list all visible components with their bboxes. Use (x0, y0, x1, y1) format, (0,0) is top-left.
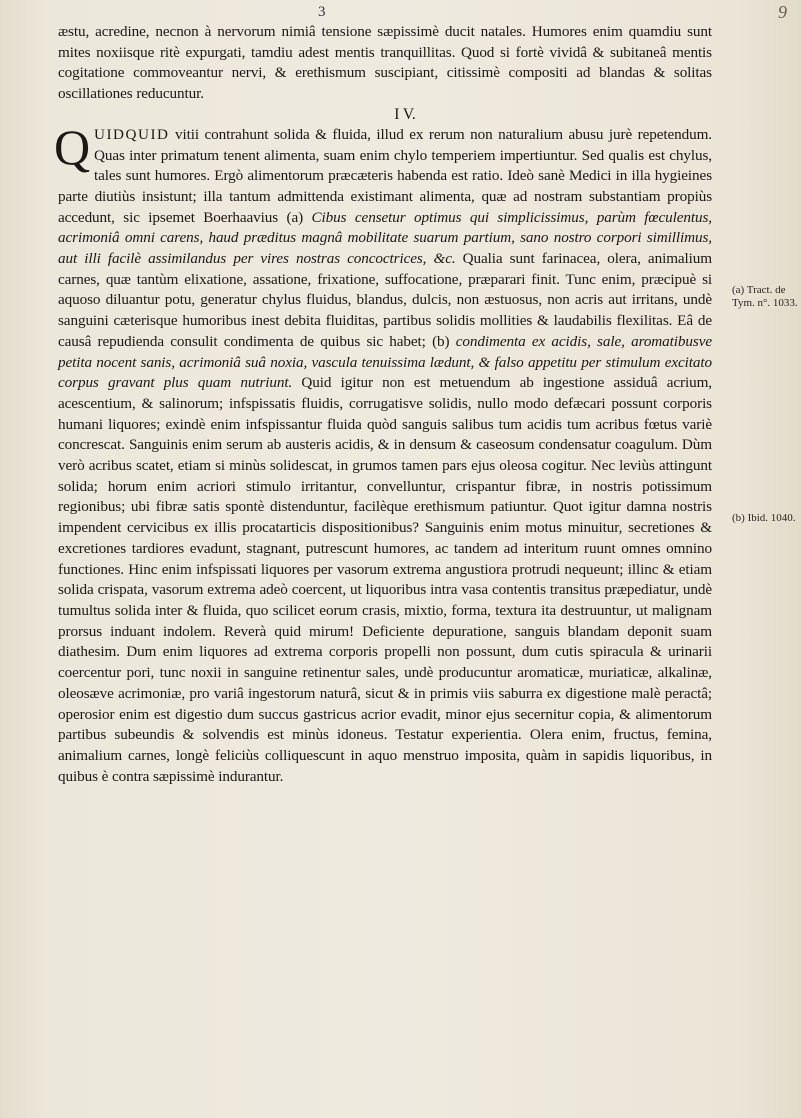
paragraph-2-part-b: Qualia sunt farinacea, olera, animalium carnes, quæ tantùm elixatione, assatione, frixatione, suffocatione, præparari finit. Tunc enim, præcipuè si aquoso diluantur potu, generatur chylus fluidus, blandus, dulcis, non æstuosus, non acris aut irritans, undè sanguini cæterisque humoribus inest debita fluiditas, partibus solidis mollities & laudabilis flexilitas. Eâ de causâ repudienda consulit condimenta de quibus sic habet; (58, 250, 712, 350)
signature-mark: 3 (318, 4, 326, 20)
drop-cap: Q (54, 118, 91, 175)
paragraph-2-part-c: Quid igitur non est metuendum ab ingestione assiduâ acrium, acescentium, & salinorum; infspissatis fluidis, corrugatisve solidis, nullo modo defæcari possunt corporis humani liquores; exindè enim infspissantur fluida quòd sanguis salibus tum acidis tum acribus fœtus variè concrescat. Sanguinis enim serum ab austeris acidis, & in densum & caseosum condensatur coagulum. Dùm verò acribus scatet, etiam si minùs solidescat, in grumos tamen pars ejus oleosa cogitur. Nec leviùs attingunt solida; horum enim acriori stimulo irritantur, convelluntur, crispantur fibræ, in nostris potissimum regionibus; ubi fibræ satis spontè distenduntur, facilèque erethismum patiuntur. Quot igitur damna nostris impendent cervicibus ex illis procatarticis dispositionibus? Sanguinis enim motus minuitur, secretiones & excretiones tardiores evadunt, stagnant, putrescunt humores, ac tandem ad interitum ruunt omnes omnino functiones. Hinc enim infspissati liquores per vasorum extrema angustiora protrudi nequeunt; illinc & etiam solida crispata, vasorum extrema adeò coercent, ut liquoribus intra vasa contentis transitus præpediatur, undè tumultus solida inter & fluida, quo scilicet eorum crasis, mixtio, forma, textura ita destruuntur, ut malignam prorsus induant indolem. Reverà quid mirum! Deficiente depuratione, sanguis blandam deponit suam diathesim. Dum enim liquores ad extrema corporis propelli non possunt, dum cutis spiracula & urinarii coercentur pori, tunc noxii in sanguine retinentur sales, undè producuntur aromaticæ, muriaticæ, alkalinæ, oleosæve acrimoniæ, pro variâ ingestorum naturâ, sicut & in primis viis saburra ex digestione malè peractâ; operosior enim est digestio dum succus gastricus acrior evadit, minor ejus secernitur copia, & alimentorum partibus subeundis & solvendis est minùs idoneus. Testatur experientia. Olera enim, fructus, femina, animalium carnes, longè feliciùs colliquescunt in aquo menstruo imposita, quàm in sapidis liquoribus, in quibus è contra sæpissimè indurantur. (58, 374, 713, 785)
paragraph-1: æstu, acredine, necnon à nervorum nimiâ tensione sæpissimè ducit natales. Humores enim quamdiu sunt mites noxiisque ritè expurgati, tamdiu adest mentis tranquillitas. Quod si fortè vividâ & subitaneâ mentis cogitatione commoveantur nervi, & erethismum suscipiant, citissimè compositi ad blandas & solitas oscillationes reducuntur. (58, 23, 712, 103)
quote-boerhaave-condimenta: condimenta ex acidis, sale, aromatibusve petita nocent sanis, acrimoniâ suâ noxia, vascula tenuissima lædunt, & falso appetitu per stimulum excitato corpus gravant plus quam nutriunt. (58, 332, 712, 392)
section-number: I V. (394, 105, 416, 123)
footnote-ref-a: (a) (286, 208, 304, 226)
corner-mark: 9 (778, 2, 787, 22)
footnote-ref-b: (b) (432, 332, 450, 350)
body-text (54, 10, 713, 787)
quote-boerhaave-cibus: Cibus censetur optimus qui simplicissimus, parùm fœculentus, acrimoniâ omni carens, haud præditus magnâ mobilitate suarum partium, sano nostro corpori simillimus, aut illi facilè assimilandus per vires nostras concoctrices, &c. (58, 208, 712, 268)
margin-note-a: (a) Tract. de Tym. n°. 1033. (732, 284, 798, 309)
paragraph-2 (54, 118, 713, 788)
paragraph-2-part-a: vitii contrahunt solida & fluida, illud ex rerum non naturalium abusu jurè repetendum. Quas inter primatum tenent alimenta, suam enim chylo temperiem impertiuntur. Sed qualis est chylus, tales sunt humores. Ergò alimentorum præcæteris habenda est ratio. Ideò sanè Medici in illa hygieines parte diutiùs insistunt; illa tantum admittenda existimant alimenta, quæ ad nostram substantiam propiùs accedunt, sic ipsemet Boerhaavius (58, 125, 712, 226)
lead-caps: UIDQUID (94, 125, 170, 143)
margin-note-b: (b) Ibid. 1040. (732, 512, 796, 524)
